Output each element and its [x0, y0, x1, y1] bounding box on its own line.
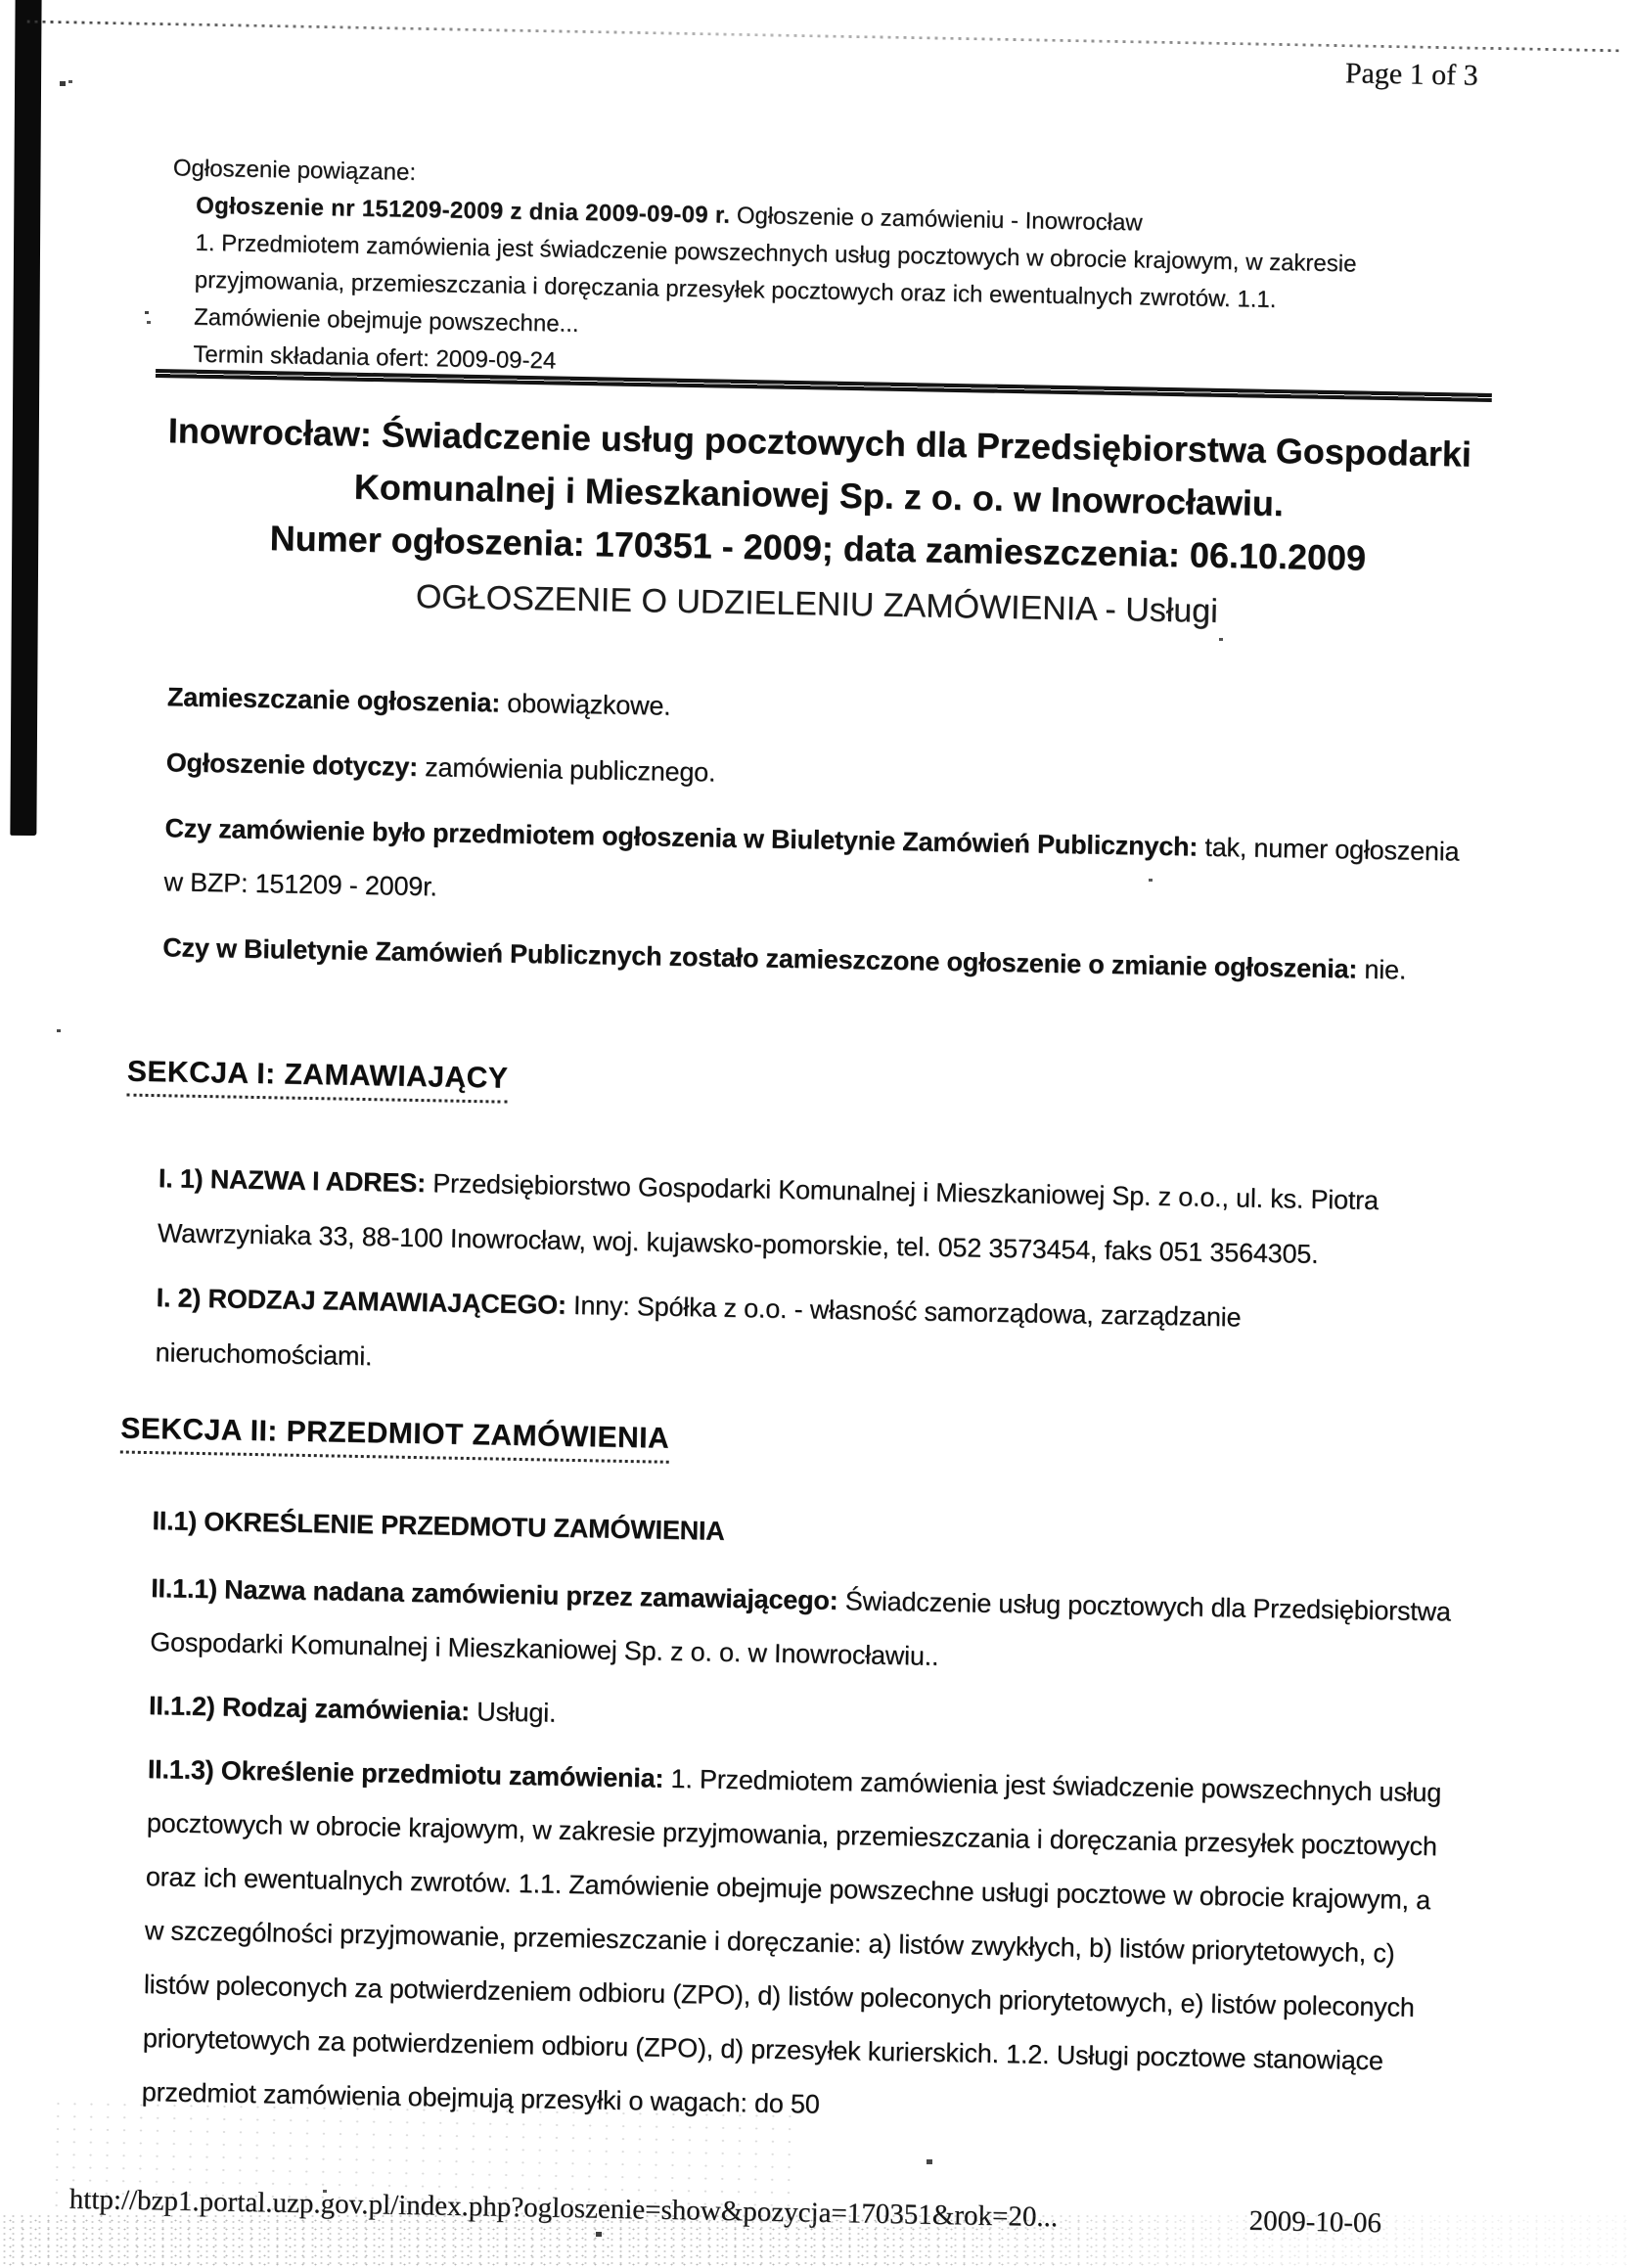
item-label: II.1.2) Rodzaj zamówienia: [148, 1691, 471, 1727]
section-1-heading [126, 1056, 508, 1104]
section-2-heading [120, 1413, 670, 1464]
section-item [150, 1562, 1459, 1693]
related-description-line: 1. Przedmiotem zamówienia jest świadczenie powszechnych usług pocztowych w obrocie krajowym, w zakresie [195, 229, 1357, 278]
section-item [157, 1151, 1466, 1284]
related-announcement-link: Ogłoszenie nr 151209-2009 z dnia 2009-09-09 r. [195, 192, 731, 229]
footer-date: 2009-10-06 [1248, 2204, 1382, 2240]
scan-noise-band [0, 2213, 1628, 2268]
meta-value: zamówienia publicznego. [417, 751, 716, 788]
meta-row [163, 801, 1472, 932]
section-item [141, 1743, 1455, 2143]
section-2-subheading [152, 1494, 1460, 1571]
meta-value: nie. [1356, 954, 1407, 985]
item-label: I. 1) NAZWA I ADRES: [158, 1163, 427, 1199]
item-label: II.1.3) Określenie przedmiotu zamówienia: [147, 1754, 664, 1793]
footer-url: http://bzp1.portal.uzp.gov.pl/index.php?ogloszenie=show&pozycja=170351&rok=20... [68, 2183, 1059, 2234]
meta-label: Zamieszczanie ogłoszenia: [166, 682, 501, 718]
page-number: Page 1 of 3 [1344, 57, 1478, 92]
meta-value: tak, numer ogłoszenia w BZP: 151209 - 2009r. [163, 832, 1460, 902]
related-link-suffix: Ogłoszenie o zamówieniu - Inowrocław [729, 202, 1143, 237]
item-label: II.1.1) Nazwa nadana zamówieniu przez zamawiającego: [151, 1573, 838, 1615]
item-value: Przedsiębiorstwo Gospodarki Komunalnej i Mieszkaniowej Sp. z o.o., ul. ks. Piotra Wawrzyniaka 33, 88-100 Inowrocław, woj. kujawsko-pomorskie, tel. 052 3573454, faks 051 3564305. [157, 1168, 1379, 1269]
meta-block [162, 670, 1475, 1010]
meta-row [162, 921, 1470, 998]
item-value: Inny: Spółka z o.o. - własność samorządowa, zarządzanie nieruchomościami. [155, 1290, 1242, 1372]
meta-row [166, 670, 1474, 748]
title-number-line: Numer ogłoszenia: 170351 - 2009; data zamieszczenia: 06.10.2009 [269, 518, 1367, 578]
section-2-body [141, 1494, 1460, 2153]
related-description-line: Zamówienie obejmuje powszechne... [193, 303, 579, 338]
scan-speckles [0, 0, 4, 3]
section-2-heading-text: SEKCJA II: PRZEDMIOT ZAMÓWIENIA [120, 1413, 670, 1464]
meta-label: Czy zamówienie było przedmiotem ogłoszenia w Biuletynie Zamówień Publicznych: [164, 813, 1198, 862]
related-body [193, 188, 1493, 397]
item-label: I. 2) RODZAJ ZAMAWIAJĄCEGO: [156, 1283, 567, 1320]
title-main: Inowrocław: Świadczenie usług pocztowych dla Przedsiębiorstwa Gospodarki Komunalnej i Mieszkaniowej Sp. z o. o. w Inowrocławiu. [167, 410, 1472, 524]
section-item [149, 1679, 1457, 1756]
meta-label: Ogłoszenie dotyczy: [165, 748, 419, 782]
offers-deadline: Termin składania ofert: 2009-09-24 [193, 340, 557, 375]
related-announcement-block [169, 150, 1494, 397]
item-value: Usługi. [469, 1697, 557, 1728]
related-heading: Ogłoszenie powiązane: [172, 155, 417, 186]
meta-label: Czy w Biuletynie Zamówień Publicznych zostało zamieszczone ogłoszenie o zmianie ogłoszenia: [162, 932, 1358, 984]
section-item [155, 1270, 1464, 1403]
meta-value: obowiązkowe. [499, 688, 671, 721]
subheading-text: II.1) OKREŚLENIE PRZEDMOTU ZAMÓWIENIA [152, 1506, 725, 1546]
item-value: 1. Przedmiotem zamówienia jest świadczenie powszechnych usług pocztowych w obrocie krajowym, w zakresie przyjmowania, przemieszczania i doręczania przesyłek pocztowych oraz ich ewentualnych zwrotów. 1.1. Zamówienie obejmuje powszechne usługi pocztowe w obrocie krajowym, a w szczególności przyjmowanie, przemieszczanie i doręczanie: a) listów zwykłych, b) listów priorytetowych, c) listów poleconych za potwierdzeniem odbioru (ZPO), d) listów poleconych priorytetowych, e) listów poleconych priorytetowych za potwierdzeniem odbioru (ZPO), d) przesyłek kurierskich. 1.2. Usługi pocztowe stanowiące przedmiot zamówienia obejmują przesyłki o wagach: do 50 [141, 1763, 1442, 2119]
meta-row [165, 736, 1473, 813]
section-1-heading-text: SEKCJA I: ZAMAWIAJĄCY [126, 1056, 508, 1104]
scan-noise-patch [48, 2097, 793, 2227]
item-value: Świadczenie usług pocztowych dla Przedsiębiorstwa Gospodarki Komunalnej i Mieszkaniowej Sp. z o. o. w Inowrocławiu.. [149, 1585, 1451, 1671]
related-description-line: przyjmowania, przemieszczania i doręczania przesyłek pocztowych oraz ich ewentualnych zwrotów. 1.1. [194, 266, 1277, 313]
scan-dotted-line [27, 21, 1622, 53]
section-1-body [155, 1151, 1466, 1413]
title-type-line: OGŁOSZENIE O UDZIELENIU ZAMÓWIENIA - Usługi [415, 577, 1219, 630]
announcement-title-block [144, 392, 1494, 640]
